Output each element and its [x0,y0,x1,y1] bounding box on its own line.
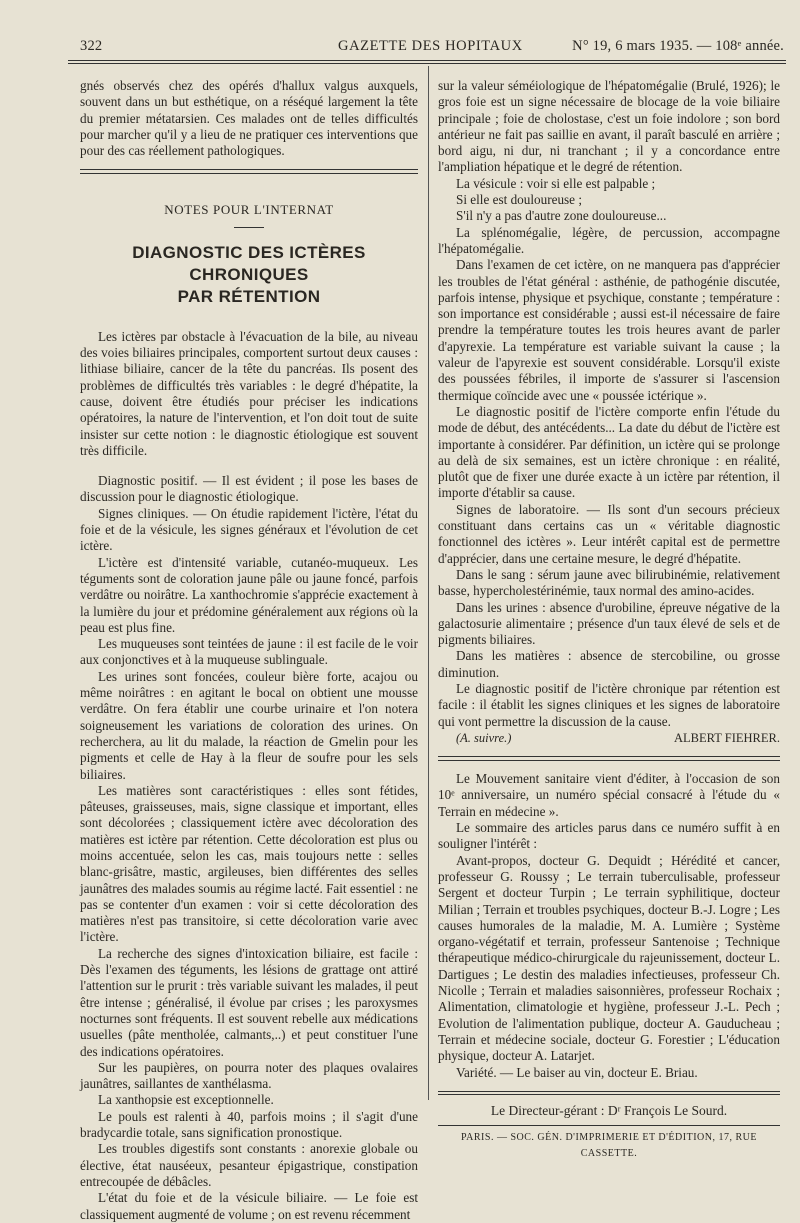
issue-info: N° 19, 6 mars 1935. — 108ᵉ année. [572,38,784,54]
article-title-line2: PAR RÉTENTION [177,286,321,306]
printer-line: PARIS. — SOC. GÉN. D'IMPRIMERIE ET D'ÉDITION, 17, RUE CASSETTE. [461,1132,757,1160]
paragraph: La vésicule : voir si elle est palpable ; [456,175,656,191]
right-column [438,78,780,1163]
paragraph: Le sommaire des articles parus dans ce numéro suffit à en souligner l'intérêt : [438,820,780,852]
paragraph: Le pouls est ralenti à 40, parfois moins ; il s'agit d'une bradycardie totale, sans signification pronostique. [80,1108,418,1141]
director-line: Le Directeur-gérant : Dʳ François Le Sourd. [490,1102,728,1118]
paragraph: Les muqueuses sont teintées de jaune : il est facile de le voir aux conjonctives et à la muqueuse sublinguale. [80,636,418,668]
intro-paragraph: gnés observés chez des opérés d'hallux valgus auxquels, souvent dans un but esthétique, on a réséqué largement la tête du premier métatarsien. Ces malades ont de telles difficultés pour marcher qu'il y a lieu de ne pratiquer ces interventions que pour des cas réellement pathologiques. [80,78,418,159]
paragraph: Dans le sang : sérum jaune avec bilirubinémie, relativement basse, hypercholestérinémie, taux normal des amino-acides. [438,566,780,599]
paragraph: Dans les matières : absence de stercobiline, ou grosse diminution. [438,648,780,680]
article-title [80,242,418,308]
header-rule [68,60,786,61]
paragraph: sur la valeur séméiologique de l'hépatomégalie (Brulé, 1926); le gros foie est un signe nécessaire de blocage de la voie biliaire principale ; foie de cholostase, c'est un foie indolore ; son bord antérieur ne fait pas saillie en avant, il paraît basculé en arrière ; bord aigu, ni dur, ni tranchant ; il y a concordance entre l'ampliation hépatique et le degré de rétention. [438,78,780,175]
paragraph: Variété. — Le baiser au vin, docteur E. Briau. [456,1064,698,1080]
paragraph: Signes cliniques. — On étudie rapidement l'ictère, l'état du foie et de la vésicule, les signes généraux et l'évolution de cet ictère. [80,505,418,554]
paragraph: L'état du foie et de la vésicule biliaire. — Le foie est classiquement augmenté de volume ; on est revenu récemment [80,1190,418,1222]
paragraph: L'ictère est d'intensité variable, cutanéo-muqueux. Les téguments sont de coloration jaune pâle ou jaune foncé, parfois verdâtre ou noirâtre. La xanthochromie s'apprécie exactement à la lumière du jour et prédomine généralement aux régions où la peau est plus fine. [80,554,418,635]
footer-rule [438,1091,780,1092]
footer-rule-second [438,1094,780,1095]
left-column [80,78,418,1223]
author-name: ALBERT FIEHRER. [674,730,780,745]
to-follow-note: (A. suivre.) [456,730,512,745]
printer-rule [438,1125,780,1126]
section-divider [438,756,780,761]
paragraph: Les urines sont foncées, couleur bière forte, acajou ou même noirâtres : en agitant le bocal on obtient une mousse verdâtre. On fera établir une courbe urinaire et l'on notera soigneusement les variations de coloration des urines. On recherchera, au lit du malade, la réaction de Gmelin pour les pigments et celle de Hay à la fleur de soufre pour les sels biliaires. [80,668,418,782]
paragraph: Les ictères par obstacle à l'évacuation de la bile, au niveau des voies biliaires principales, comportent surtout deux causes : lithiase biliaire, cancer de la tête du pancréas. Ils posent des problèmes de difficultés très variables : le degré d'hépatite, la cause, doivent être étudiés pour préciser les indications opératoires, la nature de l'intervention, et l'on doit tout de suite insister sur cette notion : le diagnostic étiologique est souvent très difficile. [80,328,418,458]
paragraph: Sur les paupières, on pourra noter des plaques ovalaires jaunâtres, saillantes de xanthélasma. [80,1059,418,1092]
paragraph: Si elle est douloureuse ; [456,192,582,208]
paragraph: Dans l'examen de cet ictère, on ne manquera pas d'apprécier les troubles de l'état général : asthénie, de pathogénie discutée, parfois intense, physique et psychique, constante ; température : son importance est considérable ; aussi est-il nécessaire de faire prendre la température toutes les trois heures avant de parler d'apyrexie. La température est variable suivant la cause ; la valeur de l'apyrexie est souvent considérable. Lorsqu'il existe des poussées fébriles, il importe de s'assurer si l'ascension thermique coïncide avec une « poussée ictérique ». [438,257,780,403]
column-divider [428,66,429,1100]
paragraph: Avant-propos, docteur G. Dequidt ; Hérédité et cancer, professeur G. Roussy ; Le terrain tuberculisable, professeur Sergent et docteur Turpin ; Le terrain syphilitique, docteur Milian ; Terrain et troubles psychiques, docteur B.-J. Logre ; Les causes humorales de la maladie, M. A. Lumière ; Système organo-végétatif et terrain, professeur Santenoise ; Technique thérapeutique médico-chirurgicale du rajeunissement, docteur L. Dartigues ; Le destin des maladies infectieuses, professeur Ch. Nicolle ; Terrain et maladies saisonnières, professeur Rochaix ; Alimentation, climatologie et hygiène, professeur J.-L. Pech ; Evolution de l'alimentation publique, docteur A. Gauducheau ; Terrain et médecine sociale, docteur G. Forestier ; L'éducation physique, docteur A. Latarjet. [438,852,780,1064]
page-number: 322 [80,38,103,54]
section-divider [80,169,418,174]
section-label: NOTES POUR L'INTERNAT [164,202,334,218]
paragraph: Dans les urines : absence d'urobiline, épreuve négative de la galactosurie alimentaire ; présence d'un taux élevé de sels et de pigments biliaires. [438,599,780,648]
page-header [64,38,784,60]
paragraph: S'il n'y a pas d'autre zone douloureuse... [456,208,667,224]
paragraph: Le diagnostic positif de l'ictère chronique par rétention est facile : il établit les signes cliniques et les signes de laboratoire qui vont permettre la discussion de la cause. [438,680,780,729]
paragraph: Les matières sont caractéristiques : elles sont fétides, pâteuses, graisseuses, mais, signe classique et important, elles sont décolorées ; classiquement ictère avec décoloration des matières est ictère par rétention. Cette décoloration est plus ou moins accentuée, selon les cas, mais toujours nette : selles blanc-grisâtre, mastic, argileuses, bien différentes des selles jaunâtres des malades soumis au régime lacté. Fait essentiel : ne pas se contenter d'un examen : voir si cette décoloration des matières n'est pas transitoire, si cette décoloration varie avec l'ictère. [80,782,419,945]
paragraph: Diagnostic positif. — Il est évident ; il pose les bases de discussion pour le diagnostic étiologique. [80,473,418,505]
paragraph: Les troubles digestifs sont constants : anorexie globale ou élective, état nauséeux, pesanteur épigastrique, constipation entrecoupée de débâcles. [80,1141,418,1189]
paragraph: La xanthopsie est exceptionnelle. [98,1092,274,1108]
paragraph: Le Mouvement sanitaire vient d'éditer, à l'occasion de son 10ᵉ anniversaire, un numéro spécial consacré à l'étude du « Terrain en médecine ». [438,771,780,819]
header-rule-second [68,63,786,64]
paragraph: Le diagnostic positif de l'ictère comporte enfin l'étude du mode de début, des antécédents... La date du début de l'ictère est importante à considérer. Par définition, un ictère qui se prolonge au delà de six semaines, est un ictère chronique : en réalité, plutôt que de fixer une durée exacte à un ictère par rétention, il importe d'établir sa cause. [438,403,780,501]
paragraph: Signes de laboratoire. — Ils sont d'un secours précieux constituant dans certains cas un « véritable diagnostic fonctionnel des ictères ». Leur intérêt capital est de permettre d'apprécier, dans une certaine mesure, le degré d'hépatite. [438,501,780,566]
journal-title: GAZETTE DES HOPITAUX [338,38,523,54]
paragraph: La splénomégalie, légère, de percussion, accompagne l'hépatomégalie. [438,224,780,256]
paragraph: La recherche des signes d'intoxication biliaire, est facile : Dès l'examen des téguments, les lésions de grattage ont attiré l'attention sur le prurit : très variable suivant les malades, il peut être intense ; généralisé, il évolue par crises ; les paroxysmes nocturnes sont fréquents. Il est souvent rebelle aux médications usuelles (pâte mentholée, calmants,..) et peut constituer l'une des indications opératoires. [80,945,418,1059]
article-signature [438,730,780,746]
short-rule [234,227,264,228]
article-title-line1: DIAGNOSTIC DES ICTÈRES CHRONIQUES [132,242,366,284]
